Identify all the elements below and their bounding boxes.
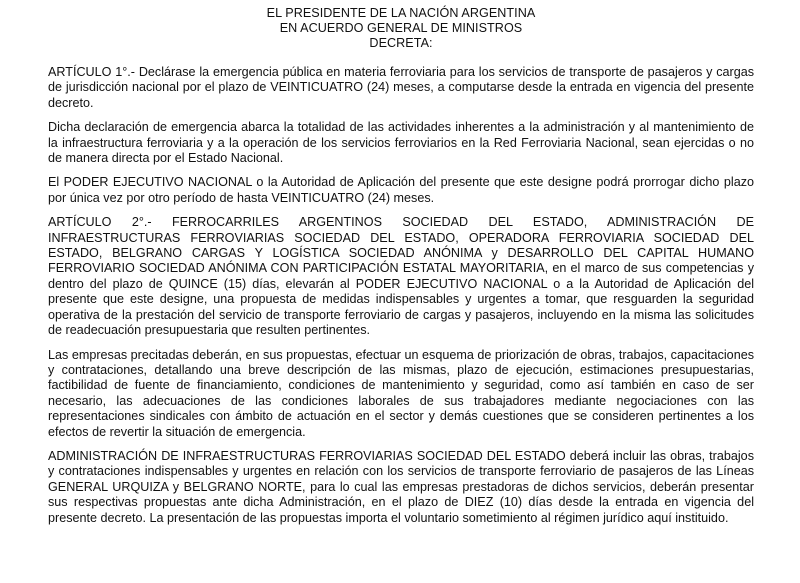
article-2-paragraph: ARTÍCULO 2°.- FERROCARRILES ARGENTINOS SOCIEDAD DEL ESTADO, ADMINISTRACIÓN DE INFRAESTRUCTURAS FERROVIARIAS SOCIEDAD DEL ESTADO, OPERADORA FERROVIARIA SOCIEDAD DEL ESTADO, BELGRANO CARGAS Y LOGÍSTICA SOCIEDAD ANÓNIMA y DESARROLLO DEL CAPITAL HUMANO FERROVIARIO SOCIEDAD ANÓNIMA CON PARTICIPACIÓN ESTATAL MAYORITARIA, en el marco de sus competencias y dentro del plazo de QUINCE (15) días, elevarán al PODER EJECUTIVO NACIONAL o a la Autoridad de Aplicación del presente que este designe, una propuesta de medidas indispensables y urgentes a tomar, que resguarden la seguridad operativa de la prestación del servicio de transporte ferroviario de cargas y pasajeros, incluyendo en la misma las solicitudes de readecuación presupuestaria que resulten pertinentes. bbox=[48, 215, 754, 338]
header-line-decreta: DECRETA: bbox=[369, 36, 433, 50]
infrastructure-administration-paragraph: ADMINISTRACIÓN DE INFRAESTRUCTURAS FERROVIARIAS SOCIEDAD DEL ESTADO deberá incluir las obras, trabajos y contrataciones indispensables y urgentes en relación con los servicios de transporte ferroviario de pasajeros de las Líneas GENERAL URQUIZA y BELGRANO NORTE, para lo cual las empresas prestadoras de dichos servicios, deberán presentar sus respectivas propuestas ante dicha Administración, en el plazo de DIEZ (10) días desde la entrada en vigencia del presente decreto. La presentación de las propuestas importa el voluntario sometimiento al régimen jurídico aquí instituido. bbox=[48, 448, 754, 525]
decree-header bbox=[48, 6, 754, 51]
companies-proposals-paragraph: Las empresas precitadas deberán, en sus propuestas, efectuar un esquema de priorización de obras, trabajos, capacitaciones y contrataciones, detallando una breve descripción de las mismas, plazo de ejecución, estimaciones presupuestarias, factibilidad de fuente de financiamiento, condiciones de mantenimiento y seguridad, como así también en caso de ser necesario, las adecuaciones de las condiciones laborales de sus trabajadores mediante negociaciones con las representaciones sindicales con ámbito de actuación en el sector y demás cuestiones que se consideren pertinentes a los efectos de revertir la situación de emergencia. bbox=[48, 347, 754, 439]
article-1-paragraph: ARTÍCULO 1°.- Declárase la emergencia pública en materia ferroviaria para los servicios de transporte de pasajeros y cargas de jurisdicción nacional por el plazo de VEINTICUATRO (24) meses, a computarse desde la entrada en vigencia del presente decreto. bbox=[48, 65, 754, 110]
header-line-ministers: EN ACUERDO GENERAL DE MINISTROS bbox=[279, 21, 523, 35]
extension-paragraph: El PODER EJECUTIVO NACIONAL o la Autoridad de Aplicación del presente que este designe podrá prorrogar dicho plazo por única vez por otro período de hasta VEINTICUATRO (24) meses. bbox=[48, 175, 754, 205]
emergency-scope-paragraph: Dicha declaración de emergencia abarca la totalidad de las actividades inherentes a la administración y al mantenimiento de la infraestructura ferroviaria y a la operación de los servicios ferroviarios en la Red Ferroviaria Nacional, sean ejercidas o no de manera directa por el Estado Nacional. bbox=[48, 120, 754, 166]
header-line-president: EL PRESIDENTE DE LA NACIÓN ARGENTINA bbox=[266, 6, 536, 20]
